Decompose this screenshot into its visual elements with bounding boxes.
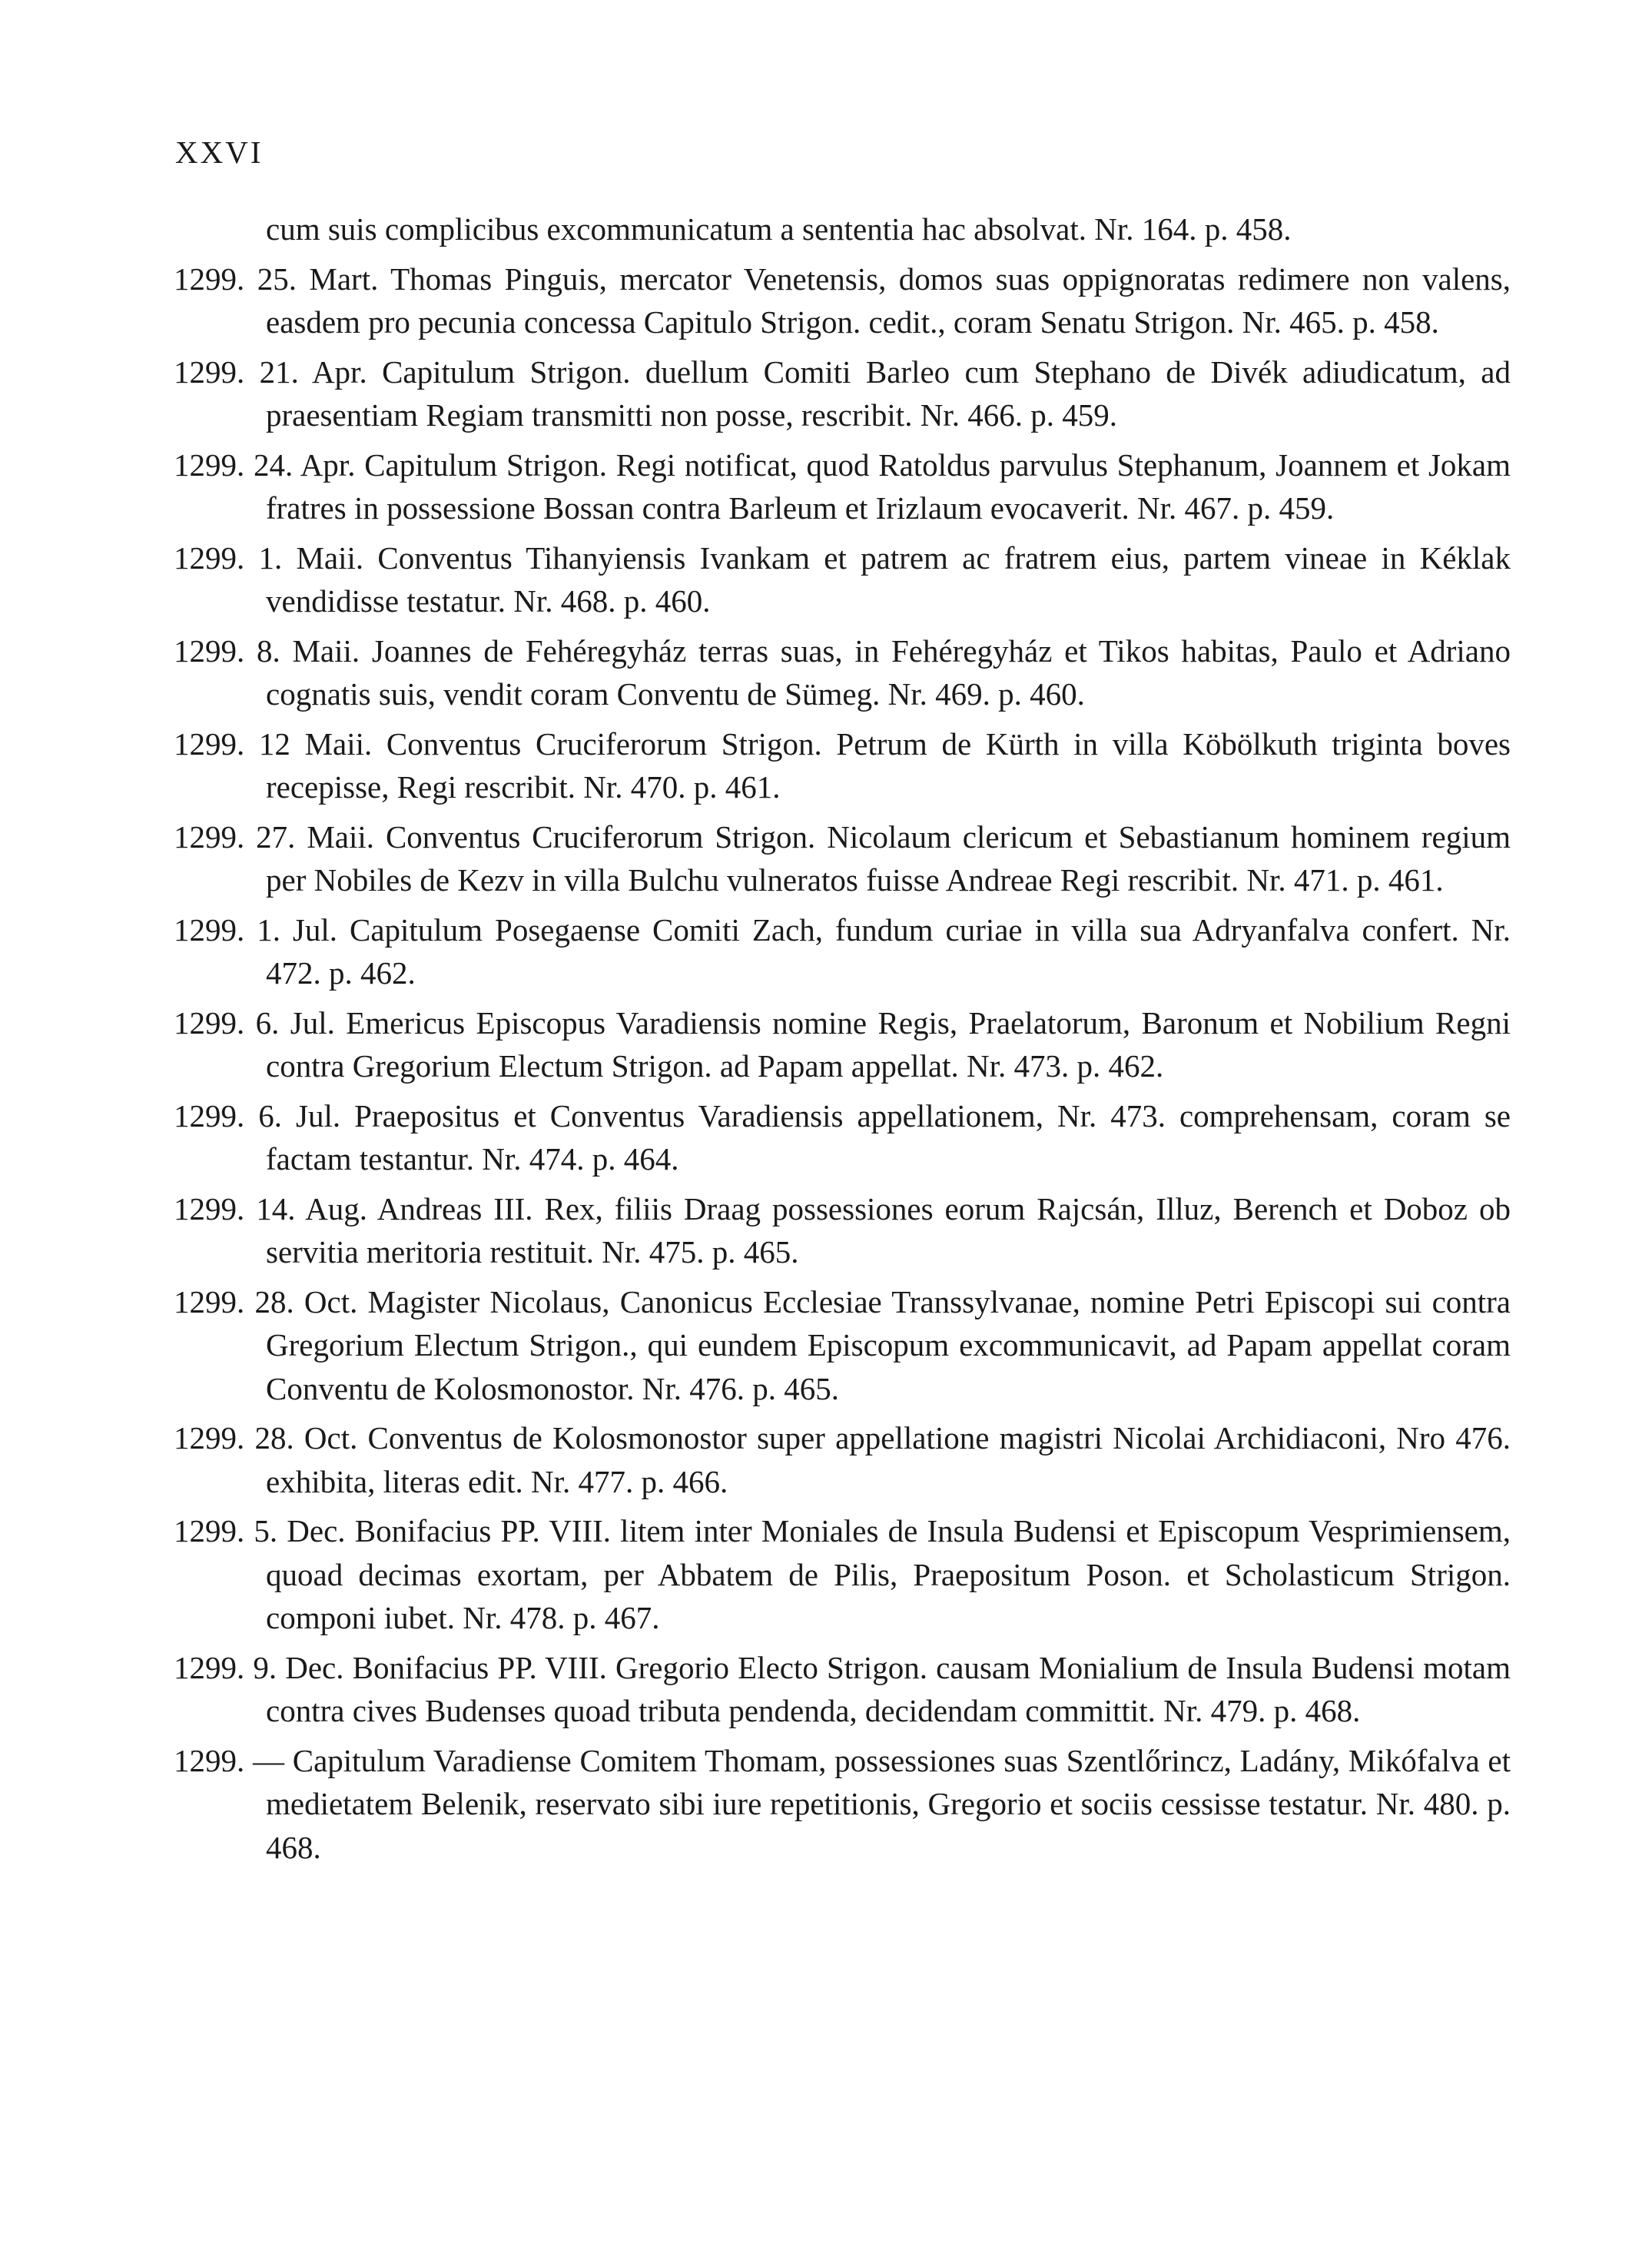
entry-date: 1299. 14. Aug. bbox=[174, 1190, 368, 1226]
entry-date: 1299. 12 Maii. bbox=[174, 725, 373, 762]
entry-date: 1299. 6. Jul. bbox=[174, 1004, 335, 1041]
entry-date: 1299. 9. Dec. bbox=[174, 1649, 344, 1685]
regesta-entry bbox=[174, 350, 1511, 437]
regesta-entry bbox=[174, 1416, 1511, 1503]
entry-text: Andreas III. Rex, filiis Draag possessiones eorum Rajcsán, Illuz, Berench et Doboz ob servitia meritoria restituit. Nr. 475. p. 465. bbox=[266, 1190, 1511, 1270]
entry-text: Thomas Pinguis, mercator Venetensis, domos suas oppignoratas redimere non valens, easdem pro pecunia concessa Capitulo Strigon. cedit., coram Senatu Strigon. Nr. 465. p. 458. bbox=[266, 261, 1511, 340]
entry-date: 1299. 28. Oct. bbox=[174, 1420, 358, 1455]
entry-date: 1299. 5. Dec. bbox=[174, 1513, 346, 1548]
regesta-entry bbox=[174, 1739, 1511, 1870]
entry-date: 1299. 25. Mart. bbox=[174, 261, 379, 297]
entry-date: 1299. 21. Apr. bbox=[174, 353, 367, 390]
regesta-entry bbox=[174, 536, 1511, 623]
entry-text: Capitulum Posegaense Comiti Zach, fundum curiae in villa sua Adryanfalva confert. Nr. 472. p. 462. bbox=[266, 911, 1511, 991]
entry-text: Bonifacius PP. VIII. litem inter Moniales de Insula Budensi et Episcopum Vesprimiensem, quoad decimas exortam, per Abbatem de Pilis, Praepositum Poson. et Scholasticum Strigon. componi iubet. Nr. 478. p. 467. bbox=[266, 1513, 1511, 1635]
page-number: XXVI bbox=[175, 134, 264, 170]
entry-date: 1299. 27. Maii. bbox=[174, 818, 375, 855]
regesta-entry bbox=[174, 1187, 1511, 1274]
regesta-entry bbox=[174, 257, 1511, 344]
entry-text: Conventus Cruciferorum Strigon. Nicolaum clericum et Sebastianum hominem regium per Nobiles de Kezv in villa Bulchu vulneratos fuisse Andreae Regi rescribit. Nr. 471. p. 461. bbox=[266, 818, 1511, 898]
regesta-list bbox=[174, 207, 1511, 1875]
entry-text: Capitulum Varadiense Comitem Thomam, possessiones suas Szentlőrincz, Ladány, Mikófalva et medietatem Belenik, reservato sibi iure repetitionis, Gregorio et sociis cessisse testatur. Nr. 480. p. 468. bbox=[266, 1742, 1511, 1865]
regesta-entry bbox=[174, 908, 1511, 995]
regesta-entry bbox=[174, 1646, 1511, 1733]
entry-text: Praepositus et Conventus Varadiensis appellationem, Nr. 473. comprehensam, coram se factam testantur. Nr. 474. p. 464. bbox=[266, 1097, 1511, 1177]
entry-text: Conventus de Kolosmonostor super appellatione magistri Nicolai Archidiaconi, Nro 476. exhibita, literas edit. Nr. 477. p. 466. bbox=[266, 1420, 1511, 1499]
entry-text: Bonifacius PP. VIII. Gregorio Electo Strigon. causam Monialium de Insula Budensi motam contra cives Budenses quoad tributa pendenda, decidendam committit. Nr. 479. p. 468. bbox=[266, 1649, 1511, 1728]
entry-date: 1299. 6. Jul. bbox=[174, 1097, 341, 1134]
regesta-entry bbox=[174, 1509, 1511, 1640]
entry-text: Emericus Episcopus Varadiensis nomine Regis, Praelatorum, Baronum et Nobilium Regni contra Gregorium Electum Strigon. ad Papam appellat. Nr. 473. p. 462. bbox=[266, 1004, 1511, 1084]
entry-date: 1299. 1. Maii. bbox=[174, 539, 364, 576]
regesta-entry bbox=[174, 1001, 1511, 1088]
regesta-entry bbox=[174, 815, 1511, 902]
entry-date: 1299. 28. Oct. bbox=[174, 1283, 358, 1319]
entry-text: Capitulum Strigon. duellum Comiti Barleo cum Stephano de Divék adiudicatum, ad praesentiam Regiam transmitti non posse, rescribit. Nr. 466. p. 459. bbox=[266, 353, 1511, 433]
regesta-entry bbox=[174, 722, 1511, 809]
entry-text: Conventus Tihanyiensis Ivankam et patrem ac fratrem eius, partem vineae in Kéklak vendidisse testatur. Nr. 468. p. 460. bbox=[266, 539, 1511, 619]
regesta-entry bbox=[174, 443, 1511, 530]
entry-date: 1299. 24. Apr. bbox=[174, 446, 356, 483]
regesta-entry bbox=[174, 1280, 1511, 1411]
regesta-entry bbox=[174, 1094, 1511, 1181]
entry-date: 1299. 8. Maii. bbox=[174, 632, 360, 669]
entry-text: Magister Nicolaus, Canonicus Ecclesiae Transsylvanae, nomine Petri Episcopi sui contra Gregorium Electum Strigon., qui eundem Episcopum excommunicavit, ad Papam appellat coram Conventu de Kolosmonostor. Nr. 476. p. 465. bbox=[266, 1283, 1511, 1406]
regesta-entry bbox=[174, 207, 1511, 251]
entry-text: cum suis complicibus excommunicatum a sententia hac absolvat. Nr. 164. p. 458. bbox=[266, 211, 1292, 247]
regesta-entry bbox=[174, 629, 1511, 716]
entry-text: Capitulum Strigon. Regi notificat, quod Ratoldus parvulus Stephanum, Joannem et Jokam fratres in possessione Bossan contra Barleum et Irizlaum evocaverit. Nr. 467. p. 459. bbox=[266, 446, 1511, 526]
entry-text: Conventus Cruciferorum Strigon. Petrum de Kürth in villa Köbölkuth triginta boves recepisse, Regi rescribit. Nr. 470. p. 461. bbox=[266, 725, 1511, 805]
entry-date: 1299. 1. Jul. bbox=[174, 911, 338, 948]
entry-date: 1299. — bbox=[174, 1742, 284, 1778]
entry-text: Joannes de Fehéregyház terras suas, in Fehéregyház et Tikos habitas, Paulo et Adriano cognatis suis, vendit coram Conventu de Sümeg. Nr. 469. p. 460. bbox=[266, 632, 1511, 712]
